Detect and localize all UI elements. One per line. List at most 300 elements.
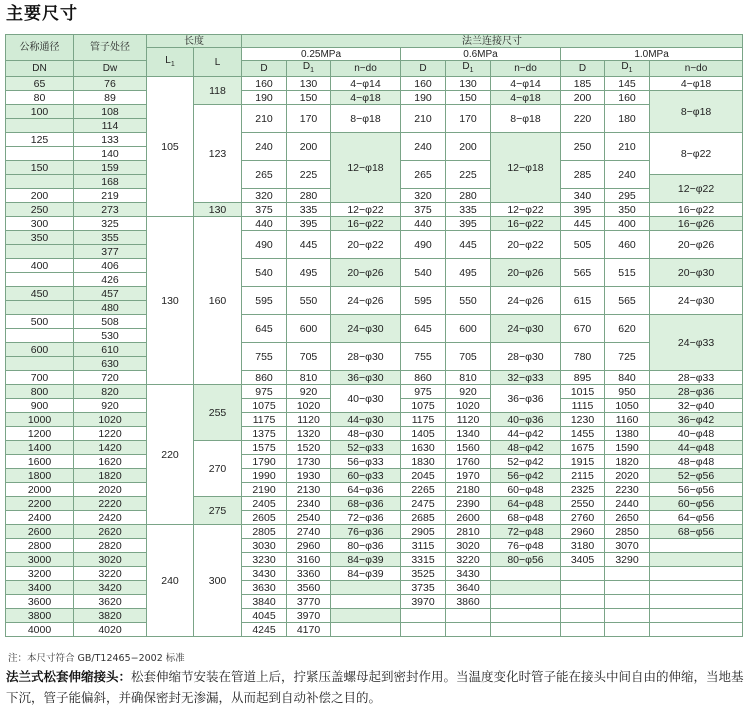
length-l-cell: 300 bbox=[194, 525, 242, 637]
dw-cell: 3020 bbox=[74, 553, 147, 567]
p025-d1-cell: 170 bbox=[287, 105, 331, 133]
dimension-table bbox=[5, 34, 743, 637]
p10-d1-cell: 350 bbox=[605, 203, 650, 217]
p06-d1-cell: 1120 bbox=[446, 413, 491, 427]
p06-d1-cell: 1340 bbox=[446, 427, 491, 441]
p10-d-cell: 3405 bbox=[561, 553, 605, 567]
p10-d-cell: 615 bbox=[561, 287, 605, 315]
p025-d-cell: 240 bbox=[242, 133, 287, 161]
p10-d1-cell: 3290 bbox=[605, 553, 650, 567]
p025-d-cell: 4245 bbox=[242, 623, 287, 637]
table-row bbox=[6, 287, 743, 301]
p06-ndo-cell bbox=[491, 595, 561, 609]
p10-ndo-cell bbox=[650, 581, 743, 595]
p025-d1-cell: 1020 bbox=[287, 399, 331, 413]
p025-d1-cell: 4170 bbox=[287, 623, 331, 637]
p025-d-cell: 1990 bbox=[242, 469, 287, 483]
header-ndo: n−do bbox=[650, 61, 743, 77]
length-l1-cell: 105 bbox=[147, 77, 194, 217]
table-row bbox=[6, 511, 743, 525]
header-d: D bbox=[401, 61, 446, 77]
p10-d1-cell: 840 bbox=[605, 371, 650, 385]
dn-cell: 1600 bbox=[6, 455, 74, 469]
dw-cell: 76 bbox=[74, 77, 147, 91]
product-description bbox=[6, 666, 744, 708]
p10-ndo-cell: 20−φ30 bbox=[650, 259, 743, 287]
p025-ndo-cell: 84−φ39 bbox=[331, 567, 401, 581]
p10-d-cell: 2760 bbox=[561, 511, 605, 525]
p10-d-cell: 1915 bbox=[561, 455, 605, 469]
dw-cell: 3220 bbox=[74, 567, 147, 581]
p025-ndo-cell: 36−φ30 bbox=[331, 371, 401, 385]
dn-cell: 2600 bbox=[6, 525, 74, 539]
p025-d-cell: 265 bbox=[242, 161, 287, 189]
header-p025: 0.25MPa bbox=[242, 48, 401, 61]
table-row bbox=[6, 469, 743, 483]
p025-d-cell: 4045 bbox=[242, 609, 287, 623]
p025-d1-cell: 810 bbox=[287, 371, 331, 385]
p025-d-cell: 1790 bbox=[242, 455, 287, 469]
p10-d1-cell bbox=[605, 595, 650, 609]
p025-ndo-cell bbox=[331, 595, 401, 609]
dw-cell: 920 bbox=[74, 399, 147, 413]
p025-d-cell: 2805 bbox=[242, 525, 287, 539]
p10-d-cell: 250 bbox=[561, 133, 605, 161]
p06-d-cell: 3970 bbox=[401, 595, 446, 609]
p06-d-cell: 3315 bbox=[401, 553, 446, 567]
dn-cell: 125 bbox=[6, 133, 74, 147]
dn-cell: 2400 bbox=[6, 511, 74, 525]
table-row bbox=[6, 525, 743, 539]
p025-d-cell: 2405 bbox=[242, 497, 287, 511]
p06-d-cell: 2475 bbox=[401, 497, 446, 511]
p06-d-cell: 1830 bbox=[401, 455, 446, 469]
header-flange: 法兰连接尺寸 bbox=[242, 35, 743, 48]
p025-ndo-cell: 44−φ30 bbox=[331, 413, 401, 427]
description-text: 松套伸缩节安装在管道上后，拧紧压盖螺母起到密封作用。当温度变化时管子能在接头中间自由的伸缩，当地基下沉，管子能偏斜，并确保密封无渗漏，从而起到自动补偿之目的。 bbox=[6, 669, 744, 705]
p10-d1-cell: 160 bbox=[605, 91, 650, 105]
dw-cell: 820 bbox=[74, 385, 147, 399]
table-row bbox=[6, 259, 743, 273]
p06-ndo-cell: 56−φ42 bbox=[491, 469, 561, 483]
p10-d1-cell bbox=[605, 623, 650, 637]
p06-d1-cell: 445 bbox=[446, 231, 491, 259]
p025-d-cell: 3840 bbox=[242, 595, 287, 609]
dn-cell: 4000 bbox=[6, 623, 74, 637]
p025-ndo-cell: 56−φ33 bbox=[331, 455, 401, 469]
p025-d-cell: 160 bbox=[242, 77, 287, 91]
p06-ndo-cell: 16−φ22 bbox=[491, 217, 561, 231]
length-l-cell: 270 bbox=[194, 441, 242, 497]
p025-ndo-cell: 40−φ30 bbox=[331, 385, 401, 413]
p025-d1-cell: 2340 bbox=[287, 497, 331, 511]
p06-d-cell: 375 bbox=[401, 203, 446, 217]
p025-d-cell: 3630 bbox=[242, 581, 287, 595]
p025-d-cell: 375 bbox=[242, 203, 287, 217]
header-p06: 0.6MPa bbox=[401, 48, 561, 61]
p10-ndo-cell bbox=[650, 623, 743, 637]
p025-d-cell: 1075 bbox=[242, 399, 287, 413]
p06-d-cell: 1630 bbox=[401, 441, 446, 455]
p10-d1-cell: 565 bbox=[605, 287, 650, 315]
header-d: D bbox=[242, 61, 287, 77]
dw-cell: 406 bbox=[74, 259, 147, 273]
p06-d-cell: 210 bbox=[401, 105, 446, 133]
dw-cell: 630 bbox=[74, 357, 147, 371]
p06-d-cell bbox=[401, 623, 446, 637]
length-l-cell: 130 bbox=[194, 203, 242, 217]
p06-ndo-cell: 12−φ22 bbox=[491, 203, 561, 217]
p06-d-cell: 2045 bbox=[401, 469, 446, 483]
p10-d1-cell: 400 bbox=[605, 217, 650, 231]
dw-cell: 377 bbox=[74, 245, 147, 259]
p06-d1-cell: 2180 bbox=[446, 483, 491, 497]
table-row bbox=[6, 539, 743, 553]
p06-d-cell: 3525 bbox=[401, 567, 446, 581]
p06-ndo-cell: 24−φ30 bbox=[491, 315, 561, 343]
p025-ndo-cell: 48−φ30 bbox=[331, 427, 401, 441]
p06-ndo-cell: 32−φ33 bbox=[491, 371, 561, 385]
dn-cell: 80 bbox=[6, 91, 74, 105]
p10-ndo-cell: 16−φ26 bbox=[650, 217, 743, 231]
header-l1: $L_1$ bbox=[147, 48, 194, 77]
p06-d-cell: 190 bbox=[401, 91, 446, 105]
p06-d1-cell: 335 bbox=[446, 203, 491, 217]
p06-ndo-cell: 12−φ18 bbox=[491, 133, 561, 203]
table-row bbox=[6, 497, 743, 511]
p10-d1-cell: 1820 bbox=[605, 455, 650, 469]
p025-ndo-cell: 80−φ36 bbox=[331, 539, 401, 553]
p025-ndo-cell: 20−φ26 bbox=[331, 259, 401, 287]
p06-d-cell: 2265 bbox=[401, 483, 446, 497]
length-l-cell: 160 bbox=[194, 217, 242, 385]
table-row bbox=[6, 385, 743, 399]
table-row bbox=[6, 609, 743, 623]
dw-cell: 3420 bbox=[74, 581, 147, 595]
p10-ndo-cell: 32−φ40 bbox=[650, 399, 743, 413]
dn-cell: 2200 bbox=[6, 497, 74, 511]
p10-d1-cell: 2650 bbox=[605, 511, 650, 525]
p10-d1-cell: 2230 bbox=[605, 483, 650, 497]
table-row bbox=[6, 91, 743, 105]
p06-d-cell: 2905 bbox=[401, 525, 446, 539]
p025-d1-cell: 1930 bbox=[287, 469, 331, 483]
p025-d1-cell: 1120 bbox=[287, 413, 331, 427]
p06-d-cell: 1175 bbox=[401, 413, 446, 427]
p06-ndo-cell bbox=[491, 581, 561, 595]
p10-d-cell bbox=[561, 623, 605, 637]
p025-d1-cell: 2130 bbox=[287, 483, 331, 497]
p10-ndo-cell: 8−φ22 bbox=[650, 133, 743, 175]
p025-d-cell: 975 bbox=[242, 385, 287, 399]
p06-d1-cell: 920 bbox=[446, 385, 491, 399]
p06-d1-cell: 495 bbox=[446, 259, 491, 287]
table-row bbox=[6, 203, 743, 217]
dw-cell: 1220 bbox=[74, 427, 147, 441]
p06-ndo-cell: 4−φ18 bbox=[491, 91, 561, 105]
dn-cell: 3800 bbox=[6, 609, 74, 623]
standard-note: 注：本尺寸符合 GB/T12465−2002 标准 bbox=[8, 653, 185, 664]
header-d: D bbox=[561, 61, 605, 77]
p10-ndo-cell: 24−φ33 bbox=[650, 315, 743, 371]
dw-cell: 1620 bbox=[74, 455, 147, 469]
p10-d-cell bbox=[561, 595, 605, 609]
dw-cell: 114 bbox=[74, 119, 147, 133]
dw-cell: 530 bbox=[74, 329, 147, 343]
dn-cell bbox=[6, 147, 74, 161]
p10-d1-cell: 515 bbox=[605, 259, 650, 287]
p06-ndo-cell: 52−φ42 bbox=[491, 455, 561, 469]
p025-ndo-cell: 84−φ39 bbox=[331, 553, 401, 567]
p06-ndo-cell: 24−φ26 bbox=[491, 287, 561, 315]
p06-d-cell: 3735 bbox=[401, 581, 446, 595]
p06-d-cell: 160 bbox=[401, 77, 446, 91]
p10-d1-cell: 2850 bbox=[605, 525, 650, 539]
p06-ndo-cell: 64−φ48 bbox=[491, 497, 561, 511]
length-l-cell: 123 bbox=[194, 105, 242, 203]
table-row bbox=[6, 581, 743, 595]
p06-d-cell bbox=[401, 609, 446, 623]
p10-ndo-cell: 64−φ56 bbox=[650, 511, 743, 525]
p10-ndo-cell: 40−φ48 bbox=[650, 427, 743, 441]
p025-ndo-cell: 72−φ36 bbox=[331, 511, 401, 525]
table-row bbox=[6, 427, 743, 441]
p025-ndo-cell: 8−φ18 bbox=[331, 105, 401, 133]
p025-ndo-cell: 28−φ30 bbox=[331, 343, 401, 371]
p025-ndo-cell: 24−φ26 bbox=[331, 287, 401, 315]
p06-d-cell: 265 bbox=[401, 161, 446, 189]
p06-d1-cell: 200 bbox=[446, 133, 491, 161]
dn-cell: 3200 bbox=[6, 567, 74, 581]
p10-ndo-cell bbox=[650, 609, 743, 623]
p025-ndo-cell: 12−φ22 bbox=[331, 203, 401, 217]
p10-d-cell: 1455 bbox=[561, 427, 605, 441]
dn-cell: 500 bbox=[6, 315, 74, 329]
table-row bbox=[6, 77, 743, 91]
table-row bbox=[6, 315, 743, 329]
p10-d1-cell: 1590 bbox=[605, 441, 650, 455]
p10-ndo-cell bbox=[650, 539, 743, 553]
header-d1: $D_1$ bbox=[446, 61, 491, 77]
dn-cell: 450 bbox=[6, 287, 74, 301]
p10-d-cell: 895 bbox=[561, 371, 605, 385]
p025-d-cell: 440 bbox=[242, 217, 287, 231]
p025-d-cell: 190 bbox=[242, 91, 287, 105]
p10-d-cell: 220 bbox=[561, 105, 605, 133]
p10-ndo-cell bbox=[650, 595, 743, 609]
page-title: 主要尺寸 bbox=[6, 4, 78, 24]
dn-cell: 600 bbox=[6, 343, 74, 357]
table-row bbox=[6, 371, 743, 385]
p10-d-cell: 1115 bbox=[561, 399, 605, 413]
p10-d1-cell: 950 bbox=[605, 385, 650, 399]
dw-cell: 1820 bbox=[74, 469, 147, 483]
p025-d-cell: 2605 bbox=[242, 511, 287, 525]
p10-d-cell: 505 bbox=[561, 231, 605, 259]
header-dw: 管子处径 bbox=[74, 35, 147, 61]
p025-d1-cell: 600 bbox=[287, 315, 331, 343]
p10-d-cell: 2325 bbox=[561, 483, 605, 497]
header-d1: $D_1$ bbox=[287, 61, 331, 77]
p06-d1-cell: 1020 bbox=[446, 399, 491, 413]
p025-ndo-cell: 64−φ36 bbox=[331, 483, 401, 497]
dw-cell: 355 bbox=[74, 231, 147, 245]
p06-d1-cell: 3020 bbox=[446, 539, 491, 553]
p06-d-cell: 3115 bbox=[401, 539, 446, 553]
dn-cell: 3400 bbox=[6, 581, 74, 595]
dw-cell: 133 bbox=[74, 133, 147, 147]
p025-d-cell: 860 bbox=[242, 371, 287, 385]
dn-cell bbox=[6, 119, 74, 133]
p025-d1-cell: 130 bbox=[287, 77, 331, 91]
p06-ndo-cell: 28−φ30 bbox=[491, 343, 561, 371]
dn-cell: 350 bbox=[6, 231, 74, 245]
p10-ndo-cell: 24−φ30 bbox=[650, 287, 743, 315]
p025-ndo-cell: 4−φ14 bbox=[331, 77, 401, 91]
p10-d-cell bbox=[561, 609, 605, 623]
p10-d-cell: 565 bbox=[561, 259, 605, 287]
p10-d1-cell: 1380 bbox=[605, 427, 650, 441]
p06-d-cell: 490 bbox=[401, 231, 446, 259]
p10-d-cell: 670 bbox=[561, 315, 605, 343]
p06-d1-cell: 1760 bbox=[446, 455, 491, 469]
p10-d-cell: 2550 bbox=[561, 497, 605, 511]
p025-d1-cell: 2540 bbox=[287, 511, 331, 525]
p025-d-cell: 645 bbox=[242, 315, 287, 343]
p06-ndo-cell: 8−φ18 bbox=[491, 105, 561, 133]
p06-ndo-cell: 72−φ48 bbox=[491, 525, 561, 539]
p10-d1-cell: 295 bbox=[605, 189, 650, 203]
p10-d1-cell: 145 bbox=[605, 77, 650, 91]
dw-cell: 3620 bbox=[74, 595, 147, 609]
table-row bbox=[6, 553, 743, 567]
p06-ndo-cell: 44−φ42 bbox=[491, 427, 561, 441]
p10-d-cell: 2960 bbox=[561, 525, 605, 539]
dw-cell: 2620 bbox=[74, 525, 147, 539]
p025-d1-cell: 705 bbox=[287, 343, 331, 371]
p06-d1-cell: 395 bbox=[446, 217, 491, 231]
p06-d1-cell: 600 bbox=[446, 315, 491, 343]
dn-cell bbox=[6, 357, 74, 371]
p10-d-cell: 2115 bbox=[561, 469, 605, 483]
p10-d1-cell: 2020 bbox=[605, 469, 650, 483]
p025-ndo-cell: 12−φ18 bbox=[331, 133, 401, 203]
p06-ndo-cell: 48−φ42 bbox=[491, 441, 561, 455]
p10-d-cell: 780 bbox=[561, 343, 605, 371]
dn-cell: 800 bbox=[6, 385, 74, 399]
dn-cell bbox=[6, 329, 74, 343]
p10-d-cell: 340 bbox=[561, 189, 605, 203]
p025-d-cell: 3230 bbox=[242, 553, 287, 567]
p10-d1-cell: 725 bbox=[605, 343, 650, 371]
p06-ndo-cell: 60−φ48 bbox=[491, 483, 561, 497]
p06-d1-cell: 2810 bbox=[446, 525, 491, 539]
p025-d-cell: 540 bbox=[242, 259, 287, 287]
p025-ndo-cell bbox=[331, 623, 401, 637]
p025-d1-cell: 280 bbox=[287, 189, 331, 203]
dw-cell: 89 bbox=[74, 91, 147, 105]
p025-d-cell: 210 bbox=[242, 105, 287, 133]
dw-cell: 2220 bbox=[74, 497, 147, 511]
p06-ndo-cell: 76−φ48 bbox=[491, 539, 561, 553]
p10-ndo-cell: 8−φ18 bbox=[650, 91, 743, 133]
p10-d-cell: 3180 bbox=[561, 539, 605, 553]
p10-d1-cell: 460 bbox=[605, 231, 650, 259]
p10-d1-cell bbox=[605, 609, 650, 623]
p06-d1-cell: 170 bbox=[446, 105, 491, 133]
p06-d-cell: 320 bbox=[401, 189, 446, 203]
dn-cell: 3600 bbox=[6, 595, 74, 609]
p10-ndo-cell: 16−φ22 bbox=[650, 203, 743, 217]
p10-ndo-cell: 12−φ22 bbox=[650, 175, 743, 203]
p025-ndo-cell: 52−φ33 bbox=[331, 441, 401, 455]
p06-d1-cell: 705 bbox=[446, 343, 491, 371]
p06-d1-cell: 2600 bbox=[446, 511, 491, 525]
dn-cell bbox=[6, 273, 74, 287]
length-l1-cell: 220 bbox=[147, 385, 194, 525]
p025-d1-cell: 225 bbox=[287, 161, 331, 189]
p06-d-cell: 1075 bbox=[401, 399, 446, 413]
p06-ndo-cell: 80−φ56 bbox=[491, 553, 561, 567]
p025-ndo-cell: 68−φ36 bbox=[331, 497, 401, 511]
dn-cell: 2800 bbox=[6, 539, 74, 553]
p06-ndo-cell: 20−φ22 bbox=[491, 231, 561, 259]
p025-d-cell: 3430 bbox=[242, 567, 287, 581]
p10-d1-cell: 1050 bbox=[605, 399, 650, 413]
p06-d-cell: 645 bbox=[401, 315, 446, 343]
header-dn-code: DN bbox=[6, 61, 74, 77]
p025-ndo-cell: 24−φ30 bbox=[331, 315, 401, 343]
p025-d1-cell: 920 bbox=[287, 385, 331, 399]
p025-d-cell: 1375 bbox=[242, 427, 287, 441]
p025-d1-cell: 3560 bbox=[287, 581, 331, 595]
dw-cell: 2820 bbox=[74, 539, 147, 553]
table-row bbox=[6, 455, 743, 469]
dn-cell: 3000 bbox=[6, 553, 74, 567]
p10-ndo-cell: 56−φ56 bbox=[650, 483, 743, 497]
header-ndo: n−do bbox=[331, 61, 401, 77]
p06-d1-cell: 3220 bbox=[446, 553, 491, 567]
p025-d1-cell: 150 bbox=[287, 91, 331, 105]
p06-ndo-cell bbox=[491, 609, 561, 623]
p10-d-cell: 1675 bbox=[561, 441, 605, 455]
p025-ndo-cell: 4−φ18 bbox=[331, 91, 401, 105]
table-row bbox=[6, 623, 743, 637]
dw-cell: 2020 bbox=[74, 483, 147, 497]
p025-d-cell: 755 bbox=[242, 343, 287, 371]
p06-d1-cell: 150 bbox=[446, 91, 491, 105]
dn-cell bbox=[6, 175, 74, 189]
p025-ndo-cell: 20−φ22 bbox=[331, 231, 401, 259]
p06-d1-cell: 810 bbox=[446, 371, 491, 385]
dn-cell: 200 bbox=[6, 189, 74, 203]
p025-d1-cell: 1320 bbox=[287, 427, 331, 441]
table-row bbox=[6, 231, 743, 245]
p10-d1-cell: 240 bbox=[605, 161, 650, 189]
p10-ndo-cell: 68−φ56 bbox=[650, 525, 743, 539]
p06-d-cell: 440 bbox=[401, 217, 446, 231]
dw-cell: 4020 bbox=[74, 623, 147, 637]
p10-ndo-cell: 48−φ48 bbox=[650, 455, 743, 469]
dw-cell: 2420 bbox=[74, 511, 147, 525]
dw-cell: 168 bbox=[74, 175, 147, 189]
p06-ndo-cell: 4−φ14 bbox=[491, 77, 561, 91]
dw-cell: 480 bbox=[74, 301, 147, 315]
p025-ndo-cell: 16−φ22 bbox=[331, 217, 401, 231]
dn-cell bbox=[6, 301, 74, 315]
p10-ndo-cell: 60−φ56 bbox=[650, 497, 743, 511]
p10-d-cell: 200 bbox=[561, 91, 605, 105]
